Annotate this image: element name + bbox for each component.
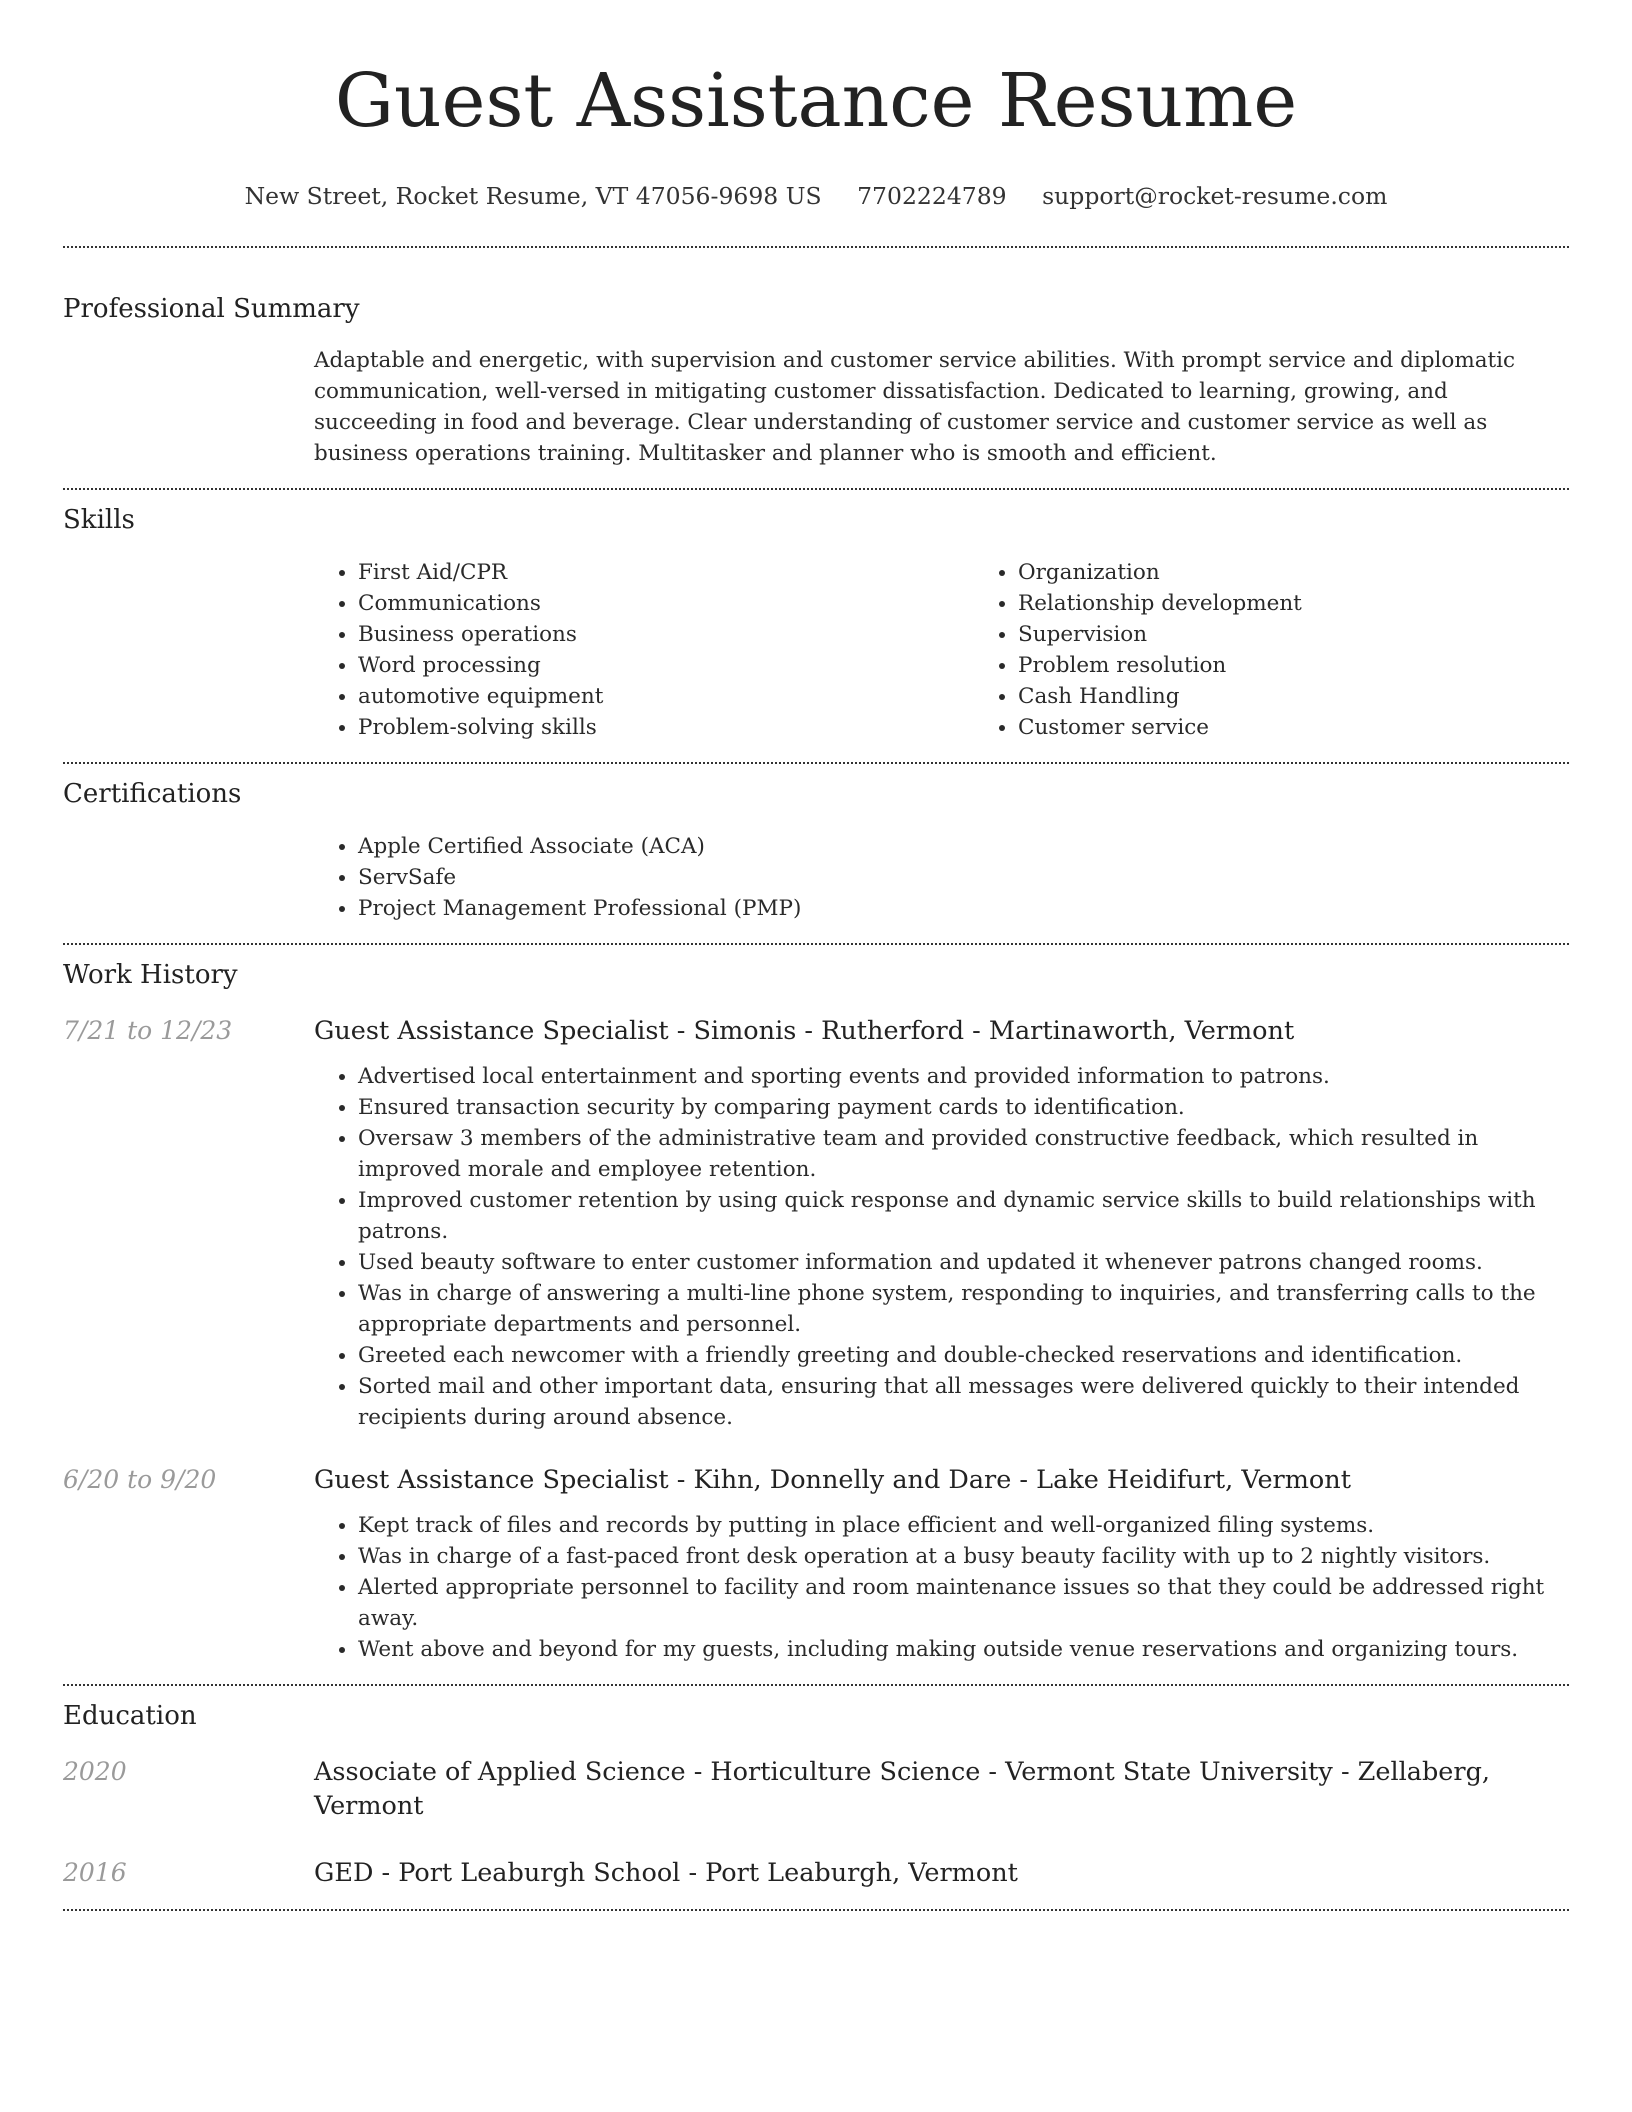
education-section xyxy=(63,1699,1569,1890)
job-header xyxy=(63,1014,1569,1048)
job-bullet: • Was in charge of answering a multi-line phone system, responding to inquiries, and transferring calls to the appropriate departments and personnel. xyxy=(358,1278,1567,1340)
job-bullet: • Was in charge of a fast-paced front desk operation at a busy beauty facility with up to 2 nightly visitors. xyxy=(358,1541,1567,1572)
skill-item: • Supervision xyxy=(1018,619,1632,650)
education-year: 2016 xyxy=(63,1858,127,1887)
skills-list-left xyxy=(314,557,974,743)
divider xyxy=(63,943,1569,945)
divider xyxy=(63,1909,1569,1911)
skill-item: • First Aid/CPR xyxy=(358,557,974,588)
job-bullet: • Kept track of files and records by putting in place efficient and well-organized filing systems. xyxy=(358,1510,1567,1541)
certifications-section xyxy=(63,777,1569,924)
job-duties xyxy=(314,1061,1567,1433)
job-heading xyxy=(314,1463,1351,1497)
education-heading: Education xyxy=(63,1701,197,1731)
summary-section xyxy=(63,292,1569,469)
skills-heading: Skills xyxy=(63,505,135,535)
resume-title: Guest Assistance Resume xyxy=(334,58,1298,144)
job-bullets xyxy=(314,1510,1567,1665)
skills-section xyxy=(63,503,1569,743)
contact-phone: 7702224789 xyxy=(857,182,1007,210)
job-bullet: • Alerted appropriate personnel to facility and room maintenance issues so that they could be addressed right away. xyxy=(358,1572,1567,1634)
summary-body xyxy=(314,345,1567,469)
skill-item: • Problem resolution xyxy=(1018,650,1632,681)
job-bullet: • Oversaw 3 members of the administrative team and provided constructive feedback, which resulted in improved morale and employee retention. xyxy=(358,1123,1567,1185)
job-title: Guest Assistance Specialist xyxy=(314,1016,669,1046)
education-year: 2020 xyxy=(63,1757,127,1786)
skill-item: • Relationship development xyxy=(1018,588,1632,619)
education-degree: GED xyxy=(314,1858,374,1888)
education-entry xyxy=(63,1755,1569,1823)
job-employer-location: - Simonis - Rutherford - Martinaworth, Vermont xyxy=(668,1016,1295,1046)
education-entry xyxy=(63,1856,1569,1890)
skill-item: • Business operations xyxy=(358,619,974,650)
job-title: Guest Assistance Specialist xyxy=(314,1465,669,1495)
certification-item: • ServSafe xyxy=(358,862,1567,893)
skill-item: • Cash Handling xyxy=(1018,681,1632,712)
skill-item: • Organization xyxy=(1018,557,1632,588)
skills-grid xyxy=(314,557,1567,743)
education-heading-line xyxy=(314,1755,1569,1823)
divider xyxy=(63,1684,1569,1686)
job-bullet: • Greeted each newcomer with a friendly greeting and double-checked reservations and identification. xyxy=(358,1340,1567,1371)
job-bullet: • Sorted mail and other important data, ensuring that all messages were delivered quickly to their intended recipients during around absence. xyxy=(358,1371,1567,1433)
education-degree: Associate of Applied Science xyxy=(314,1757,686,1787)
education-details: - Port Leaburgh School - Port Leaburgh, Vermont xyxy=(373,1858,1018,1888)
resume-page xyxy=(63,0,1569,1911)
job-dates: 6/20 to 9/20 xyxy=(63,1465,217,1494)
certifications-list xyxy=(314,831,1567,924)
education-heading-line xyxy=(314,1856,1018,1890)
divider xyxy=(63,488,1569,490)
job-employer-location: - Kihn, Donnelly and Dare - Lake Heidifurt, Vermont xyxy=(668,1465,1351,1495)
certification-item: • Project Management Professional (PMP) xyxy=(358,893,1567,924)
contact-line xyxy=(63,180,1569,212)
education-details: - Horticulture Science - Vermont State University - Zellaberg, Vermont xyxy=(314,1757,1491,1821)
job-bullet: • Used beauty software to enter customer information and updated it whenever patrons changed rooms. xyxy=(358,1247,1567,1278)
job-bullet: • Went above and beyond for my guests, including making outside venue reservations and organizing tours. xyxy=(358,1634,1567,1665)
job-entry xyxy=(63,1463,1569,1665)
summary-heading: Professional Summary xyxy=(63,294,360,324)
work-history-section xyxy=(63,958,1569,1665)
skill-item: • Word processing xyxy=(358,650,974,681)
job-header xyxy=(63,1463,1569,1497)
contact-address: New Street, Rocket Resume, VT 47056-9698 US xyxy=(244,182,822,210)
skills-list-right xyxy=(974,557,1632,743)
skill-item: • Problem-solving skills xyxy=(358,712,974,743)
job-bullets xyxy=(314,1061,1567,1433)
summary-text: Adaptable and energetic, with supervision and customer service abilities. With prompt service and diplomatic communication, well-versed in mitigating customer dissatisfaction. Dedicated to learning, growing, and succeeding in food and beverage. Clear understanding of customer service and customer service as well as business operations training. Multitasker and planner who is smooth and efficient. xyxy=(314,348,1516,466)
certification-item: • Apple Certified Associate (ACA) xyxy=(358,831,1567,862)
job-heading xyxy=(314,1014,1294,1048)
job-bullet: • Ensured transaction security by comparing payment cards to identification. xyxy=(358,1092,1567,1123)
job-dates: 7/21 to 12/23 xyxy=(63,1016,233,1045)
contact-email: support@rocket-resume.com xyxy=(1042,182,1388,210)
divider xyxy=(63,246,1569,248)
job-entry xyxy=(63,1014,1569,1433)
certifications-heading: Certifications xyxy=(63,779,242,809)
skill-item: • Customer service xyxy=(1018,712,1632,743)
certifications-body xyxy=(314,831,1567,924)
job-bullet: • Advertised local entertainment and sporting events and provided information to patrons. xyxy=(358,1061,1567,1092)
skill-item: • Communications xyxy=(358,588,974,619)
skill-item: • automotive equipment xyxy=(358,681,974,712)
job-duties xyxy=(314,1510,1567,1665)
divider xyxy=(63,762,1569,764)
job-bullet: • Improved customer retention by using quick response and dynamic service skills to build relationships with patrons. xyxy=(358,1185,1567,1247)
work-history-heading: Work History xyxy=(63,960,238,990)
